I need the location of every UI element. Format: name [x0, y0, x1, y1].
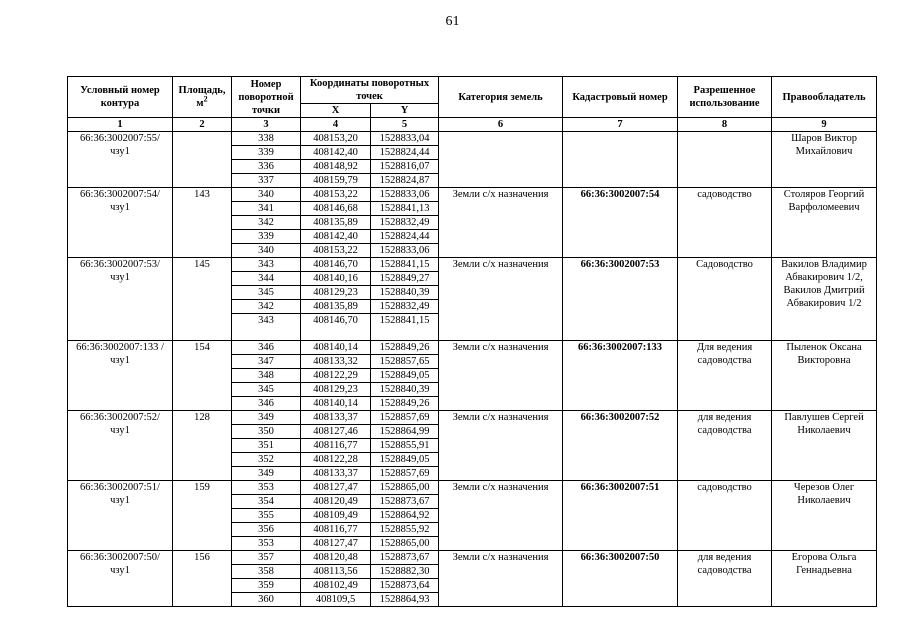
contour-cell: 66:36:3002007:53/ чзу1	[68, 258, 173, 341]
usage-cell: Для ведения садоводства	[678, 341, 772, 411]
coord-x-cell: 408109,5	[301, 593, 371, 607]
coord-y-cell: 1528864,92	[371, 509, 439, 523]
header-usage: Разрешенное использование	[678, 77, 772, 118]
cadastral-number-cell: 66:36:3002007:50	[563, 551, 678, 607]
usage-cell: Садоводство	[678, 258, 772, 341]
point-number-cell: 353	[232, 481, 301, 495]
usage-cell: для ведения садоводства	[678, 551, 772, 607]
point-number-cell: 360	[232, 593, 301, 607]
table-row	[68, 411, 877, 425]
column-number: 7	[563, 118, 678, 132]
owner-cell: Павлушев Сергей Николаевич	[772, 411, 877, 481]
cadastral-number-cell: 66:36:3002007:51	[563, 481, 678, 551]
coord-x-cell: 408102,49	[301, 579, 371, 593]
point-number-cell: 348	[232, 369, 301, 383]
coord-y-cell: 1528855,92	[371, 523, 439, 537]
usage-cell: садоводство	[678, 481, 772, 551]
page-number: 61	[445, 14, 460, 29]
point-number-cell: 350	[232, 425, 301, 439]
coord-x-cell: 408135,89	[301, 216, 371, 230]
usage-cell: для ведения садоводства	[678, 411, 772, 481]
column-number: 2	[173, 118, 232, 132]
coord-y-cell: 1528849,05	[371, 369, 439, 383]
table-row	[68, 481, 877, 495]
column-number: 5	[371, 118, 439, 132]
header-owner: Правообладатель	[772, 77, 877, 118]
point-number-cell: 358	[232, 565, 301, 579]
point-number-cell: 342	[232, 216, 301, 230]
area-cell: 156	[173, 551, 232, 607]
point-number-cell: 342	[232, 300, 301, 314]
coord-x-cell: 408116,77	[301, 523, 371, 537]
table-body	[68, 132, 877, 607]
area-cell: 154	[173, 341, 232, 411]
coord-x-cell: 408113,56	[301, 565, 371, 579]
coord-x-cell: 408140,14	[301, 341, 371, 355]
cadastral-number-cell: 66:36:3002007:133	[563, 341, 678, 411]
header-area-unit: 2	[203, 94, 208, 104]
coord-y-cell: 1528833,06	[371, 188, 439, 202]
coord-y-cell: 1528849,05	[371, 453, 439, 467]
point-number-cell: 339	[232, 230, 301, 244]
table-row	[68, 258, 877, 272]
category-cell: Земли с/х назначения	[439, 481, 563, 551]
point-number-cell: 346	[232, 397, 301, 411]
category-cell: Земли с/х назначения	[439, 341, 563, 411]
cadastral-number-cell	[563, 132, 678, 188]
usage-cell	[678, 132, 772, 188]
coord-x-cell: 408116,77	[301, 439, 371, 453]
area-cell: 159	[173, 481, 232, 551]
coord-y-cell: 1528857,69	[371, 467, 439, 481]
area-cell	[173, 132, 232, 188]
point-number-cell: 351	[232, 439, 301, 453]
contour-cell: 66:36:3002007:55/ чзу1	[68, 132, 173, 188]
coord-x-cell: 408133,32	[301, 355, 371, 369]
cadastral-number-cell: 66:36:3002007:52	[563, 411, 678, 481]
owner-cell: Пыленок Оксана Викторовна	[772, 341, 877, 411]
column-number: 1	[68, 118, 173, 132]
coord-y-cell: 1528840,39	[371, 286, 439, 300]
column-number: 4	[301, 118, 371, 132]
point-number-cell: 349	[232, 467, 301, 481]
owner-cell: Егорова Ольга Геннадьевна	[772, 551, 877, 607]
point-number-cell: 340	[232, 244, 301, 258]
column-number-row	[68, 118, 877, 132]
category-cell: Земли с/х назначения	[439, 411, 563, 481]
point-number-cell: 341	[232, 202, 301, 216]
cadastral-number-cell: 66:36:3002007:54	[563, 188, 678, 258]
header-area-label: Площадь, м	[178, 85, 226, 109]
coord-y-cell: 1528857,69	[371, 411, 439, 425]
point-number-cell: 345	[232, 383, 301, 397]
coord-x-cell: 408153,22	[301, 188, 371, 202]
point-number-cell: 346	[232, 341, 301, 355]
usage-cell: садоводство	[678, 188, 772, 258]
coord-y-cell: 1528833,04	[371, 132, 439, 146]
table-row	[68, 132, 877, 146]
header-y: Y	[371, 104, 439, 118]
owner-cell: Черезов Олег Николаевич	[772, 481, 877, 551]
coord-x-cell: 408127,47	[301, 481, 371, 495]
owner-cell: Шаров Виктор Михайлович	[772, 132, 877, 188]
owner-cell: Столяров Георгий Варфоломеевич	[772, 188, 877, 258]
table-row	[68, 551, 877, 565]
header-category: Категория земель	[439, 77, 563, 118]
contour-cell: 66:36:3002007:52/ чзу1	[68, 411, 173, 481]
column-number: 3	[232, 118, 301, 132]
coord-x-cell: 408135,89	[301, 300, 371, 314]
point-number-cell: 353	[232, 537, 301, 551]
coord-x-cell: 408153,22	[301, 244, 371, 258]
coord-x-cell: 408146,70	[301, 314, 371, 341]
point-number-cell: 354	[232, 495, 301, 509]
point-number-cell: 359	[232, 579, 301, 593]
point-number-cell: 349	[232, 411, 301, 425]
coord-x-cell: 408146,68	[301, 202, 371, 216]
header-x: X	[301, 104, 371, 118]
coord-x-cell: 408146,70	[301, 258, 371, 272]
category-cell	[439, 132, 563, 188]
coord-x-cell: 408133,37	[301, 467, 371, 481]
coord-x-cell: 408129,23	[301, 286, 371, 300]
land-plot-table	[67, 76, 877, 607]
point-number-cell: 338	[232, 132, 301, 146]
coord-y-cell: 1528824,44	[371, 230, 439, 244]
coord-y-cell: 1528865,00	[371, 481, 439, 495]
point-number-cell: 343	[232, 258, 301, 272]
table-row	[68, 341, 877, 355]
contour-cell: 66:36:3002007:133 /чзу1	[68, 341, 173, 411]
header-cadastral: Кадастровый номер	[563, 77, 678, 118]
coord-x-cell: 408127,47	[301, 537, 371, 551]
coord-y-cell: 1528873,67	[371, 495, 439, 509]
coord-y-cell: 1528873,67	[371, 551, 439, 565]
category-cell: Земли с/х назначения	[439, 188, 563, 258]
coord-x-cell: 408129,23	[301, 383, 371, 397]
area-cell: 128	[173, 411, 232, 481]
coord-y-cell: 1528816,07	[371, 160, 439, 174]
column-number: 9	[772, 118, 877, 132]
point-number-cell: 343	[232, 314, 301, 341]
point-number-cell: 352	[232, 453, 301, 467]
coord-x-cell: 408159,79	[301, 174, 371, 188]
coord-y-cell: 1528864,99	[371, 425, 439, 439]
header-point: Номер поворотной точки	[232, 77, 301, 118]
coord-y-cell: 1528873,64	[371, 579, 439, 593]
coord-x-cell: 408140,16	[301, 272, 371, 286]
point-number-cell: 355	[232, 509, 301, 523]
coord-y-cell: 1528849,26	[371, 397, 439, 411]
point-number-cell: 356	[232, 523, 301, 537]
area-cell: 143	[173, 188, 232, 258]
point-number-cell: 340	[232, 188, 301, 202]
coord-y-cell: 1528832,49	[371, 216, 439, 230]
point-number-cell: 345	[232, 286, 301, 300]
coord-x-cell: 408120,49	[301, 495, 371, 509]
table-row	[68, 188, 877, 202]
header-area	[173, 77, 232, 118]
owner-cell: Вакилов Владимир Абвакирович 1/2, Вакилов Дмитрий Абвакирович 1/2	[772, 258, 877, 341]
coord-y-cell: 1528882,30	[371, 565, 439, 579]
column-number: 6	[439, 118, 563, 132]
coord-y-cell: 1528857,65	[371, 355, 439, 369]
point-number-cell: 347	[232, 355, 301, 369]
coord-y-cell: 1528840,39	[371, 383, 439, 397]
category-cell: Земли с/х назначения	[439, 551, 563, 607]
table-header	[68, 77, 877, 132]
contour-cell: 66:36:3002007:51/ чзу1	[68, 481, 173, 551]
point-number-cell: 344	[232, 272, 301, 286]
coord-y-cell: 1528833,06	[371, 244, 439, 258]
coord-y-cell: 1528849,26	[371, 341, 439, 355]
header-contour: Условный номер контура	[68, 77, 173, 118]
point-number-cell: 339	[232, 146, 301, 160]
coord-y-cell: 1528824,44	[371, 146, 439, 160]
point-number-cell: 336	[232, 160, 301, 174]
coord-x-cell: 408148,92	[301, 160, 371, 174]
coord-y-cell: 1528841,15	[371, 258, 439, 272]
coord-y-cell: 1528864,93	[371, 593, 439, 607]
coord-x-cell: 408122,29	[301, 369, 371, 383]
contour-cell: 66:36:3002007:54/ чзу1	[68, 188, 173, 258]
coord-x-cell: 408142,40	[301, 146, 371, 160]
point-number-cell: 357	[232, 551, 301, 565]
coord-x-cell: 408153,20	[301, 132, 371, 146]
coord-x-cell: 408127,46	[301, 425, 371, 439]
coord-x-cell: 408109,49	[301, 509, 371, 523]
column-number: 8	[678, 118, 772, 132]
coord-y-cell: 1528824,87	[371, 174, 439, 188]
coord-x-cell: 408140,14	[301, 397, 371, 411]
coord-x-cell: 408133,37	[301, 411, 371, 425]
contour-cell: 66:36:3002007:50/ чзу1	[68, 551, 173, 607]
coord-y-cell: 1528849,27	[371, 272, 439, 286]
coord-x-cell: 408122,28	[301, 453, 371, 467]
header-coords: Координаты поворотных точек	[301, 77, 439, 104]
area-cell: 145	[173, 258, 232, 341]
coord-x-cell: 408120,48	[301, 551, 371, 565]
cadastral-number-cell: 66:36:3002007:53	[563, 258, 678, 341]
coord-x-cell: 408142,40	[301, 230, 371, 244]
coord-y-cell: 1528841,15	[371, 314, 439, 341]
coord-y-cell: 1528841,13	[371, 202, 439, 216]
point-number-cell: 337	[232, 174, 301, 188]
coord-y-cell: 1528832,49	[371, 300, 439, 314]
coord-y-cell: 1528855,91	[371, 439, 439, 453]
coord-y-cell: 1528865,00	[371, 537, 439, 551]
category-cell: Земли с/х назначения	[439, 258, 563, 341]
